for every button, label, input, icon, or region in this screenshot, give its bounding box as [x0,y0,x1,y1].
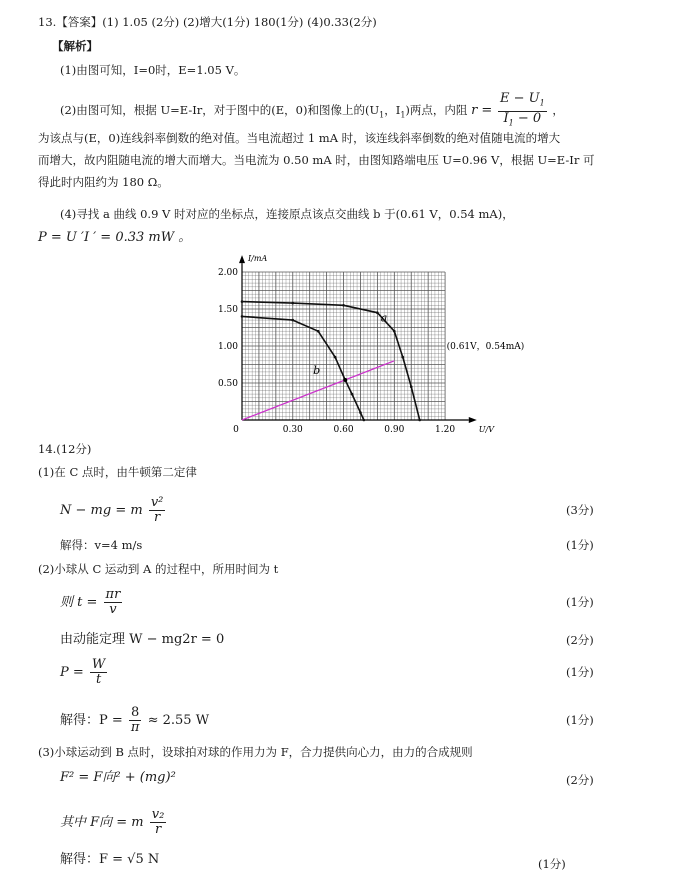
q13-text-line-3: 为该点与(E，0)连线斜率倒数的绝对值。当电流超过 1 mA 时，该连线斜率倒数的绝对值随电流的增大 [38,131,561,145]
q14-eq-newton: N − mg = m $\frac{\text{v²}}{r}$ [60,495,164,525]
curve-b-point [351,393,354,396]
curve-b-point [317,330,320,333]
x-tick-label: 1.20 [435,425,456,435]
x-tick-label: 0.90 [384,425,405,435]
iu-graph [210,254,525,437]
score-3: (3分) [566,503,594,517]
curve-b-point [359,411,362,414]
curve-a-point [291,302,294,305]
internal-resistance-fraction: $\frac{E - U_1}{I_1 - 0}$ [499,91,545,128]
q14-part1: (1)在 C 点时，由牛顿第二定律 [38,465,197,479]
x-axis-arrow [469,417,477,423]
curve-a-point [376,311,379,314]
q14-part3: (3)小球运动到 B 点时，设球拍对球的作用力为 F，合力提供向心力，由力的合成规则 [38,745,473,759]
q13-answer-line: 13.【答案】(1) 1.05 (2分) (2)增大(1分) 180(1分) (4)0.33(2分) [38,15,377,29]
score-1e: (1分) [538,857,566,871]
q14-eq-power: P = $\frac{W}{t}$ [60,657,106,687]
x-tick-label: 0 [233,425,239,435]
curve-a-point [342,304,345,307]
q14-part2: (2)小球从 C 运动到 A 的过程中，所用时间为 t [38,562,279,576]
score-1c: (1分) [566,665,594,679]
curve-b-point [241,315,244,318]
score-2b: (2分) [566,773,594,787]
q14-header: 14.(12分) [38,442,92,456]
curve-a-point [401,356,404,359]
score-2a: (2分) [566,633,594,647]
y-axis-label: I/mA [248,254,268,264]
curve-a-label: a [380,311,388,325]
curve-a-point [393,330,396,333]
iu-chart-svg [210,254,525,437]
curve-a-point [241,300,244,303]
score-1b: (1分) [566,595,594,609]
y-tick-label: 2.00 [217,268,238,278]
x-tick-label: 0.60 [333,425,354,435]
curve-b-point [334,356,337,359]
y-tick-label: 1.50 [217,305,238,315]
q13-text-line-5: 得此时内阻约为 180 Ω。 [38,175,169,189]
q14-solution-force: 解得：F = √5 N [60,852,160,867]
curve-b-point [363,419,366,422]
y-tick-label: 1.00 [217,342,238,352]
x-tick-label: 0.30 [282,425,303,435]
y-tick-label: 0.50 [217,379,238,389]
q14-eq-work: 由动能定理 W − mg2r = 0 [60,632,225,647]
q14-eq-time: 则 t = $\frac{\pi r}{v}$ [60,587,121,617]
q13-part1: (1)由图可知，I=0时，E=1.05 V。 [60,63,246,77]
q14-eq-centripetal: 其中 F向 = m $\frac{\text{v₂}}{r}$ [60,807,165,837]
q14-eq-force-combine: F² = F向² + (mg)² [60,770,176,785]
intersection-annotation: (0.61V，0.54mA) [446,341,525,352]
q13-power-result: P = U ′I ′ = 0.33 mW 。 [38,230,192,245]
x-axis-label: U/V [478,425,494,434]
y-axis-arrow [239,255,245,263]
curve-b-point [291,319,294,322]
q14-solution-v: 解得：v=4 m/s [60,538,143,552]
curve-a-point [418,419,421,422]
q14-eq-power-result: 解得：P = $\frac{8}{\pi}$ ≈ 2.55 W [60,705,210,735]
intersection-point [343,378,347,382]
score-1a: (1分) [566,538,594,552]
q13-part4: (4)寻找 a 曲线 0.9 V 时对应的坐标点，连接原点该点交曲线 b 于(0.61 V，0.54 mA)， [60,207,514,221]
q13-text-line-4: 而增大，故内阻随电流的增大而增大。当电流为 0.50 mA 时，由图知路端电压 U=0.96 V，根据 U=E-Ir 可 [38,153,595,167]
curve-a-point [410,385,413,388]
curve-b-label: b [313,364,321,378]
q13-analysis-label: 【解析】 [52,39,98,53]
score-1d: (1分) [566,713,594,727]
q13-part2-line: (2)由图可知，根据 U=E-Ir，对于图中的(E，0)和图像上的($U_1$，$I_1$)两点，内阻 r = $\frac{E - U_1}{I_1 - 0}$ ， [60,92,564,130]
